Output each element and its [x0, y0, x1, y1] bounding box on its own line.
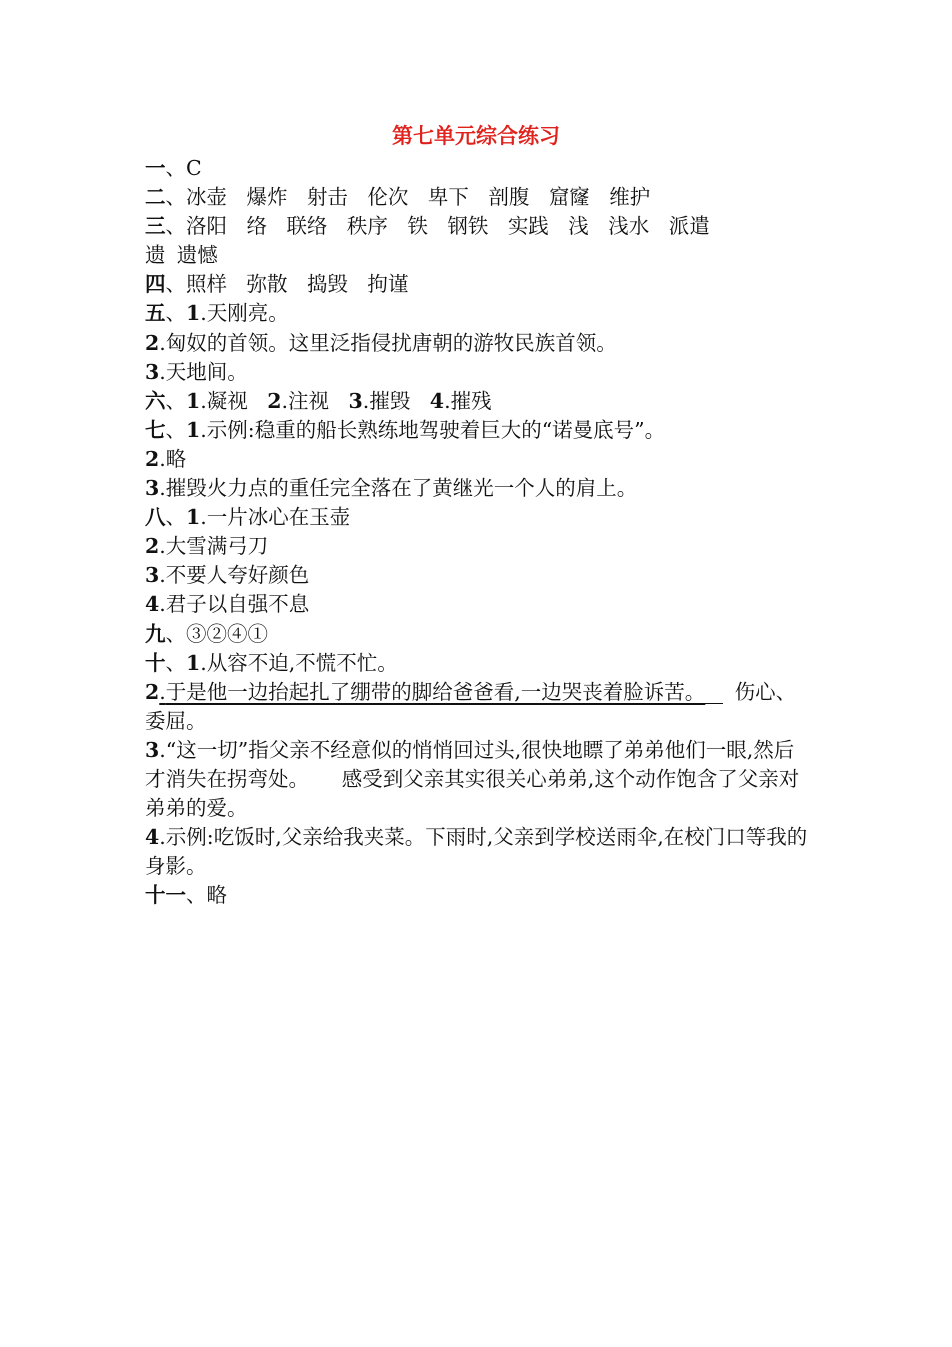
section-9: 九、③②④①: [145, 621, 268, 646]
section-7-item: [145, 474, 810, 503]
word: 遗: [145, 243, 166, 268]
word: 洛阳: [186, 214, 227, 239]
item-text: .匈奴的首领。这里泛指侵扰唐朝的游牧民族首领。: [159, 330, 617, 355]
item-number: 2: [267, 388, 282, 413]
item-text: 感受到父亲其实很关心弟弟,这个动作饱含了父亲对弟弟的爱。: [145, 766, 800, 821]
word: 实践: [507, 214, 549, 239]
item-number: 4: [429, 388, 445, 413]
section-2: 二、冰壶 爆炸 射击 伦次 卑下 剖腹 窟窿 维护: [145, 185, 651, 210]
word: 剖腹: [488, 185, 530, 210]
section-label: 二: [145, 185, 166, 210]
word: 维护: [609, 185, 651, 210]
item-text: .天刚亮。: [200, 301, 289, 326]
item-number: 2: [145, 330, 160, 355]
item-number: 2: [145, 446, 160, 471]
section-5-item: [145, 358, 810, 387]
item-text: .摧毁: [362, 388, 411, 413]
word: 遗憾: [176, 243, 218, 268]
answer-body: [145, 154, 810, 910]
word: 爆炸: [246, 185, 288, 210]
word: 冰壶: [186, 185, 227, 210]
section-11: 十一、略: [145, 883, 227, 908]
item-text: .: [159, 679, 166, 704]
item-text: .不要人夸好颜色: [159, 563, 310, 588]
item-number: 3: [145, 737, 160, 762]
item-number: 1: [186, 388, 201, 413]
section-label: 六: [145, 388, 166, 413]
section-3: 三、洛阳 络 联络 秩序 铁 钢铁 实践 浅 浅水 派遣: [145, 214, 710, 239]
section-7: 七、1.示例:稳重的船长熟练地驾驶着巨大的“诺曼底号”。: [145, 417, 666, 442]
item-text: .君子以自强不息: [159, 592, 310, 617]
item-text: .示例:稳重的船长熟练地驾驶着巨大的“诺曼底号”。: [200, 417, 666, 442]
word: 派遣: [668, 214, 710, 239]
answer-text: 略: [206, 883, 227, 908]
item-number: 2: [145, 679, 160, 704]
word: 卑下: [427, 185, 469, 210]
section-4: 四、照样 弥散 捣毁 拘谨: [145, 272, 409, 297]
section-8-item: [145, 561, 810, 590]
word: 铁: [407, 214, 428, 239]
item-number: 4: [145, 592, 160, 617]
item-text: .从容不迫,不慌不忙。: [200, 650, 398, 675]
item-text: 伤心、委屈。: [145, 679, 797, 733]
section-7-item: [145, 445, 810, 474]
answer-text: C: [186, 156, 202, 180]
item-text: .注视: [281, 388, 330, 413]
item-text: .摧毁火力点的重任完全落在了黄继光一个人的肩上。: [159, 476, 638, 501]
section-label: 一: [145, 156, 166, 180]
item-text: .凝视: [200, 388, 248, 413]
item-number: 1: [186, 301, 201, 326]
word: 浅: [568, 214, 589, 239]
section-label: 十: [145, 650, 166, 675]
word: 捣毁: [306, 272, 348, 297]
word: 射击: [306, 185, 348, 210]
item-text: .摧残: [444, 388, 492, 413]
section-10-item: [145, 678, 810, 736]
item-number: 1: [186, 650, 201, 675]
word: 伦次: [367, 185, 409, 210]
item-text: .示例:吃饭时,父亲给我夹菜。下雨时,父亲到学校送雨伞,在校门口等我的身影。: [145, 825, 808, 879]
section-label: 十一: [145, 883, 186, 908]
item-text: .略: [159, 446, 187, 471]
section-label: 八: [145, 505, 166, 530]
section-10: 十、1.从容不迫,不慌不忙。: [145, 650, 398, 675]
section-label: 四: [145, 272, 166, 297]
item-number: 3: [145, 476, 160, 501]
section-label: 三: [145, 214, 166, 239]
section-3-continued: [145, 241, 810, 270]
item-number: 3: [145, 359, 160, 384]
answer-text: ③②④①: [186, 621, 268, 646]
word: 拘谨: [367, 272, 409, 297]
section-10-item: [145, 823, 810, 881]
item-text: .大雪满弓刀: [159, 534, 269, 559]
item-number: 3: [348, 388, 363, 413]
item-text: .“这一切”指父亲不经意似的悄悄回过头,很快地瞟了弟弟他们一眼,然后才消失在拐弯处。: [145, 737, 795, 791]
item-number: 1: [186, 505, 201, 530]
word: 联络: [286, 214, 328, 239]
item-number: 3: [145, 563, 160, 588]
item-text: .一片冰心在玉壶: [200, 505, 351, 530]
section-5: 五、1.天刚亮。: [145, 301, 289, 326]
section-5-item: [145, 329, 810, 358]
section-label: 九: [145, 621, 166, 646]
section-label: 五: [145, 301, 166, 326]
section-8-item: [145, 590, 810, 619]
section-8-item: [145, 532, 810, 561]
word: 窟窿: [548, 185, 590, 210]
item-number: 1: [186, 417, 201, 442]
section-8: 八、1.一片冰心在玉壶: [145, 505, 351, 530]
item-number: 2: [145, 534, 160, 559]
item-text: .天地间。: [159, 359, 248, 384]
word: 照样: [186, 272, 227, 297]
section-10-item: [145, 736, 810, 823]
item-number: 4: [145, 825, 160, 850]
page-title: 第七单元综合练习: [392, 124, 560, 148]
word: 钢铁: [447, 214, 489, 239]
word: 络: [246, 214, 267, 239]
section-1: 一、C: [145, 156, 202, 180]
word: 秩序: [346, 214, 388, 239]
word: 弥散: [246, 272, 288, 297]
section-6: 六、1.凝视 2.注视 3.摧毁 4.摧残: [145, 388, 492, 413]
section-label: 七: [145, 417, 166, 442]
underlined-sentence: 于是他一边抬起扎了绷带的脚给爸爸看,一边哭丧着脸诉苦。: [165, 679, 706, 704]
word: 浅水: [608, 214, 650, 239]
